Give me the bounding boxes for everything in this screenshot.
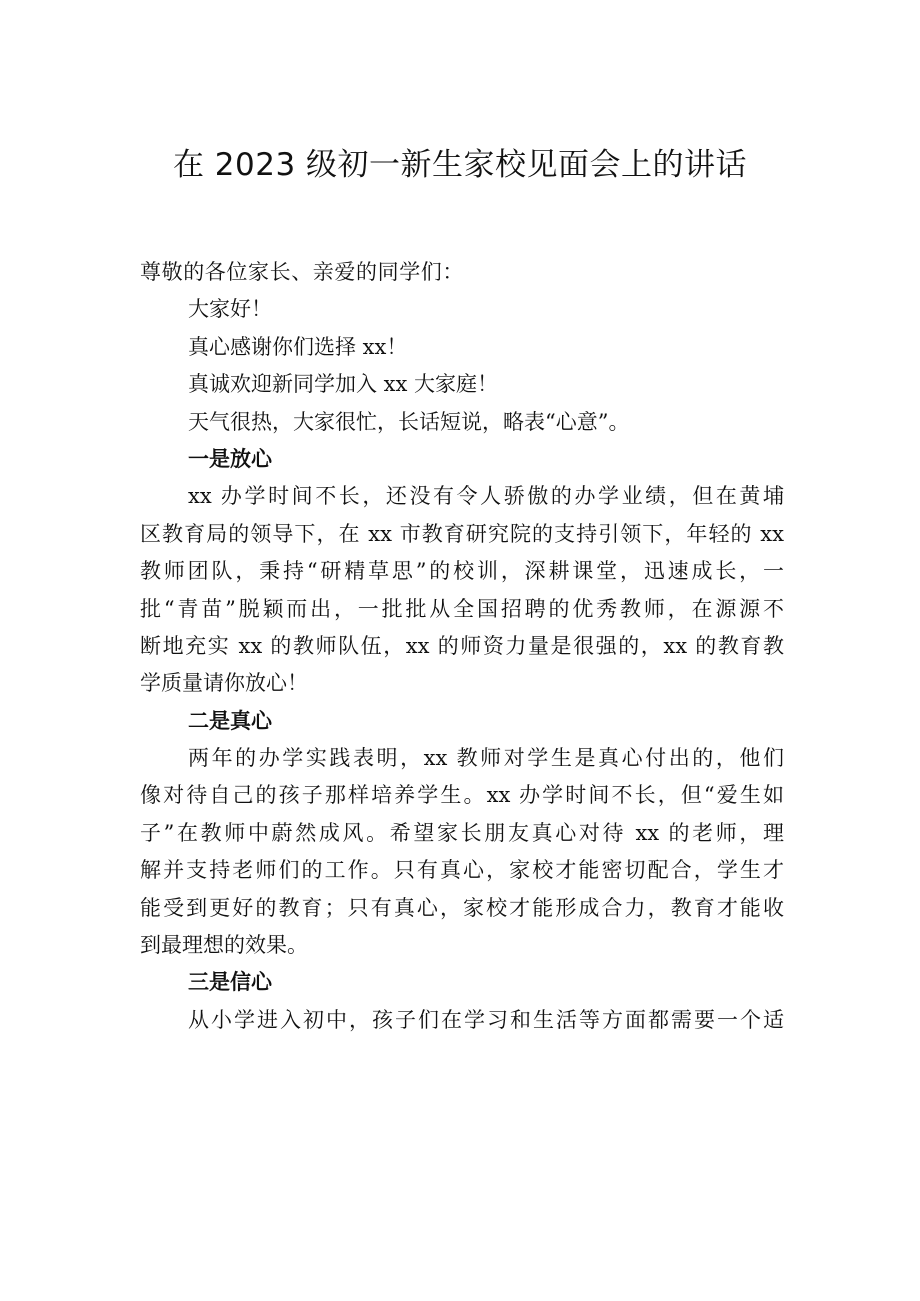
- paragraph-line: 能受到更好的教育；只有真心，家校才能形成合力，教育才能收: [140, 895, 784, 920]
- section-heading: 三是信心: [188, 970, 272, 995]
- paragraph-line: 像对待自己的孩子那样培养学生。xx 办学时间不长，但“爱生如: [140, 783, 784, 808]
- paragraph-line: 从小学进入初中，孩子们在学习和生活等方面都需要一个适: [188, 1007, 784, 1032]
- section-heading: 二是真心: [188, 708, 272, 733]
- paragraph-line: 子”在教师中蔚然成风。希望家长朋友真心对待 xx 的老师，理: [140, 820, 784, 845]
- paragraph-line: 解并支持老师们的工作。只有真心，家校才能密切配合，学生才: [140, 858, 784, 883]
- paragraph-line: 断地充实 xx 的教师队伍，xx 的师资力量是很强的，xx 的教育教: [140, 633, 784, 658]
- paragraph-line: 批“青苗”脱颖而出，一批批从全国招聘的优秀教师，在源源不: [140, 596, 784, 621]
- section-heading: 一是放心: [188, 446, 272, 471]
- paragraph-line: 到最理想的效果。: [140, 933, 308, 958]
- greeting-line: 天气很热，大家很忙，长话短说，略表“心意”。: [188, 409, 630, 434]
- paragraph-line: 区教育局的领导下，在 xx 市教育研究院的支持引领下，年轻的 xx: [140, 521, 784, 546]
- document-title: 在 2023 级初一新生家校见面会上的讲话: [172, 147, 748, 183]
- speech-body: [140, 254, 784, 1039]
- greeting-line: 大家好！: [188, 297, 272, 322]
- salutation: 尊敬的各位家长、亲爱的同学们：: [140, 260, 464, 284]
- greeting-line: 真诚欢迎新同学加入 xx 大家庭！: [188, 372, 499, 397]
- greeting-line: 真心感谢你们选择 xx！: [188, 334, 408, 359]
- paragraph-line: 两年的办学实践表明，xx 教师对学生是真心付出的，他们: [188, 746, 784, 771]
- paragraph-line: 教师团队，秉持“研精草思”的校训，深耕课堂，迅速成长，一: [140, 559, 784, 584]
- paragraph-line: 学质量请你放心！: [140, 671, 308, 696]
- paragraph-line: xx 办学时间不长，还没有令人骄傲的办学业绩，但在黄埔: [188, 484, 784, 509]
